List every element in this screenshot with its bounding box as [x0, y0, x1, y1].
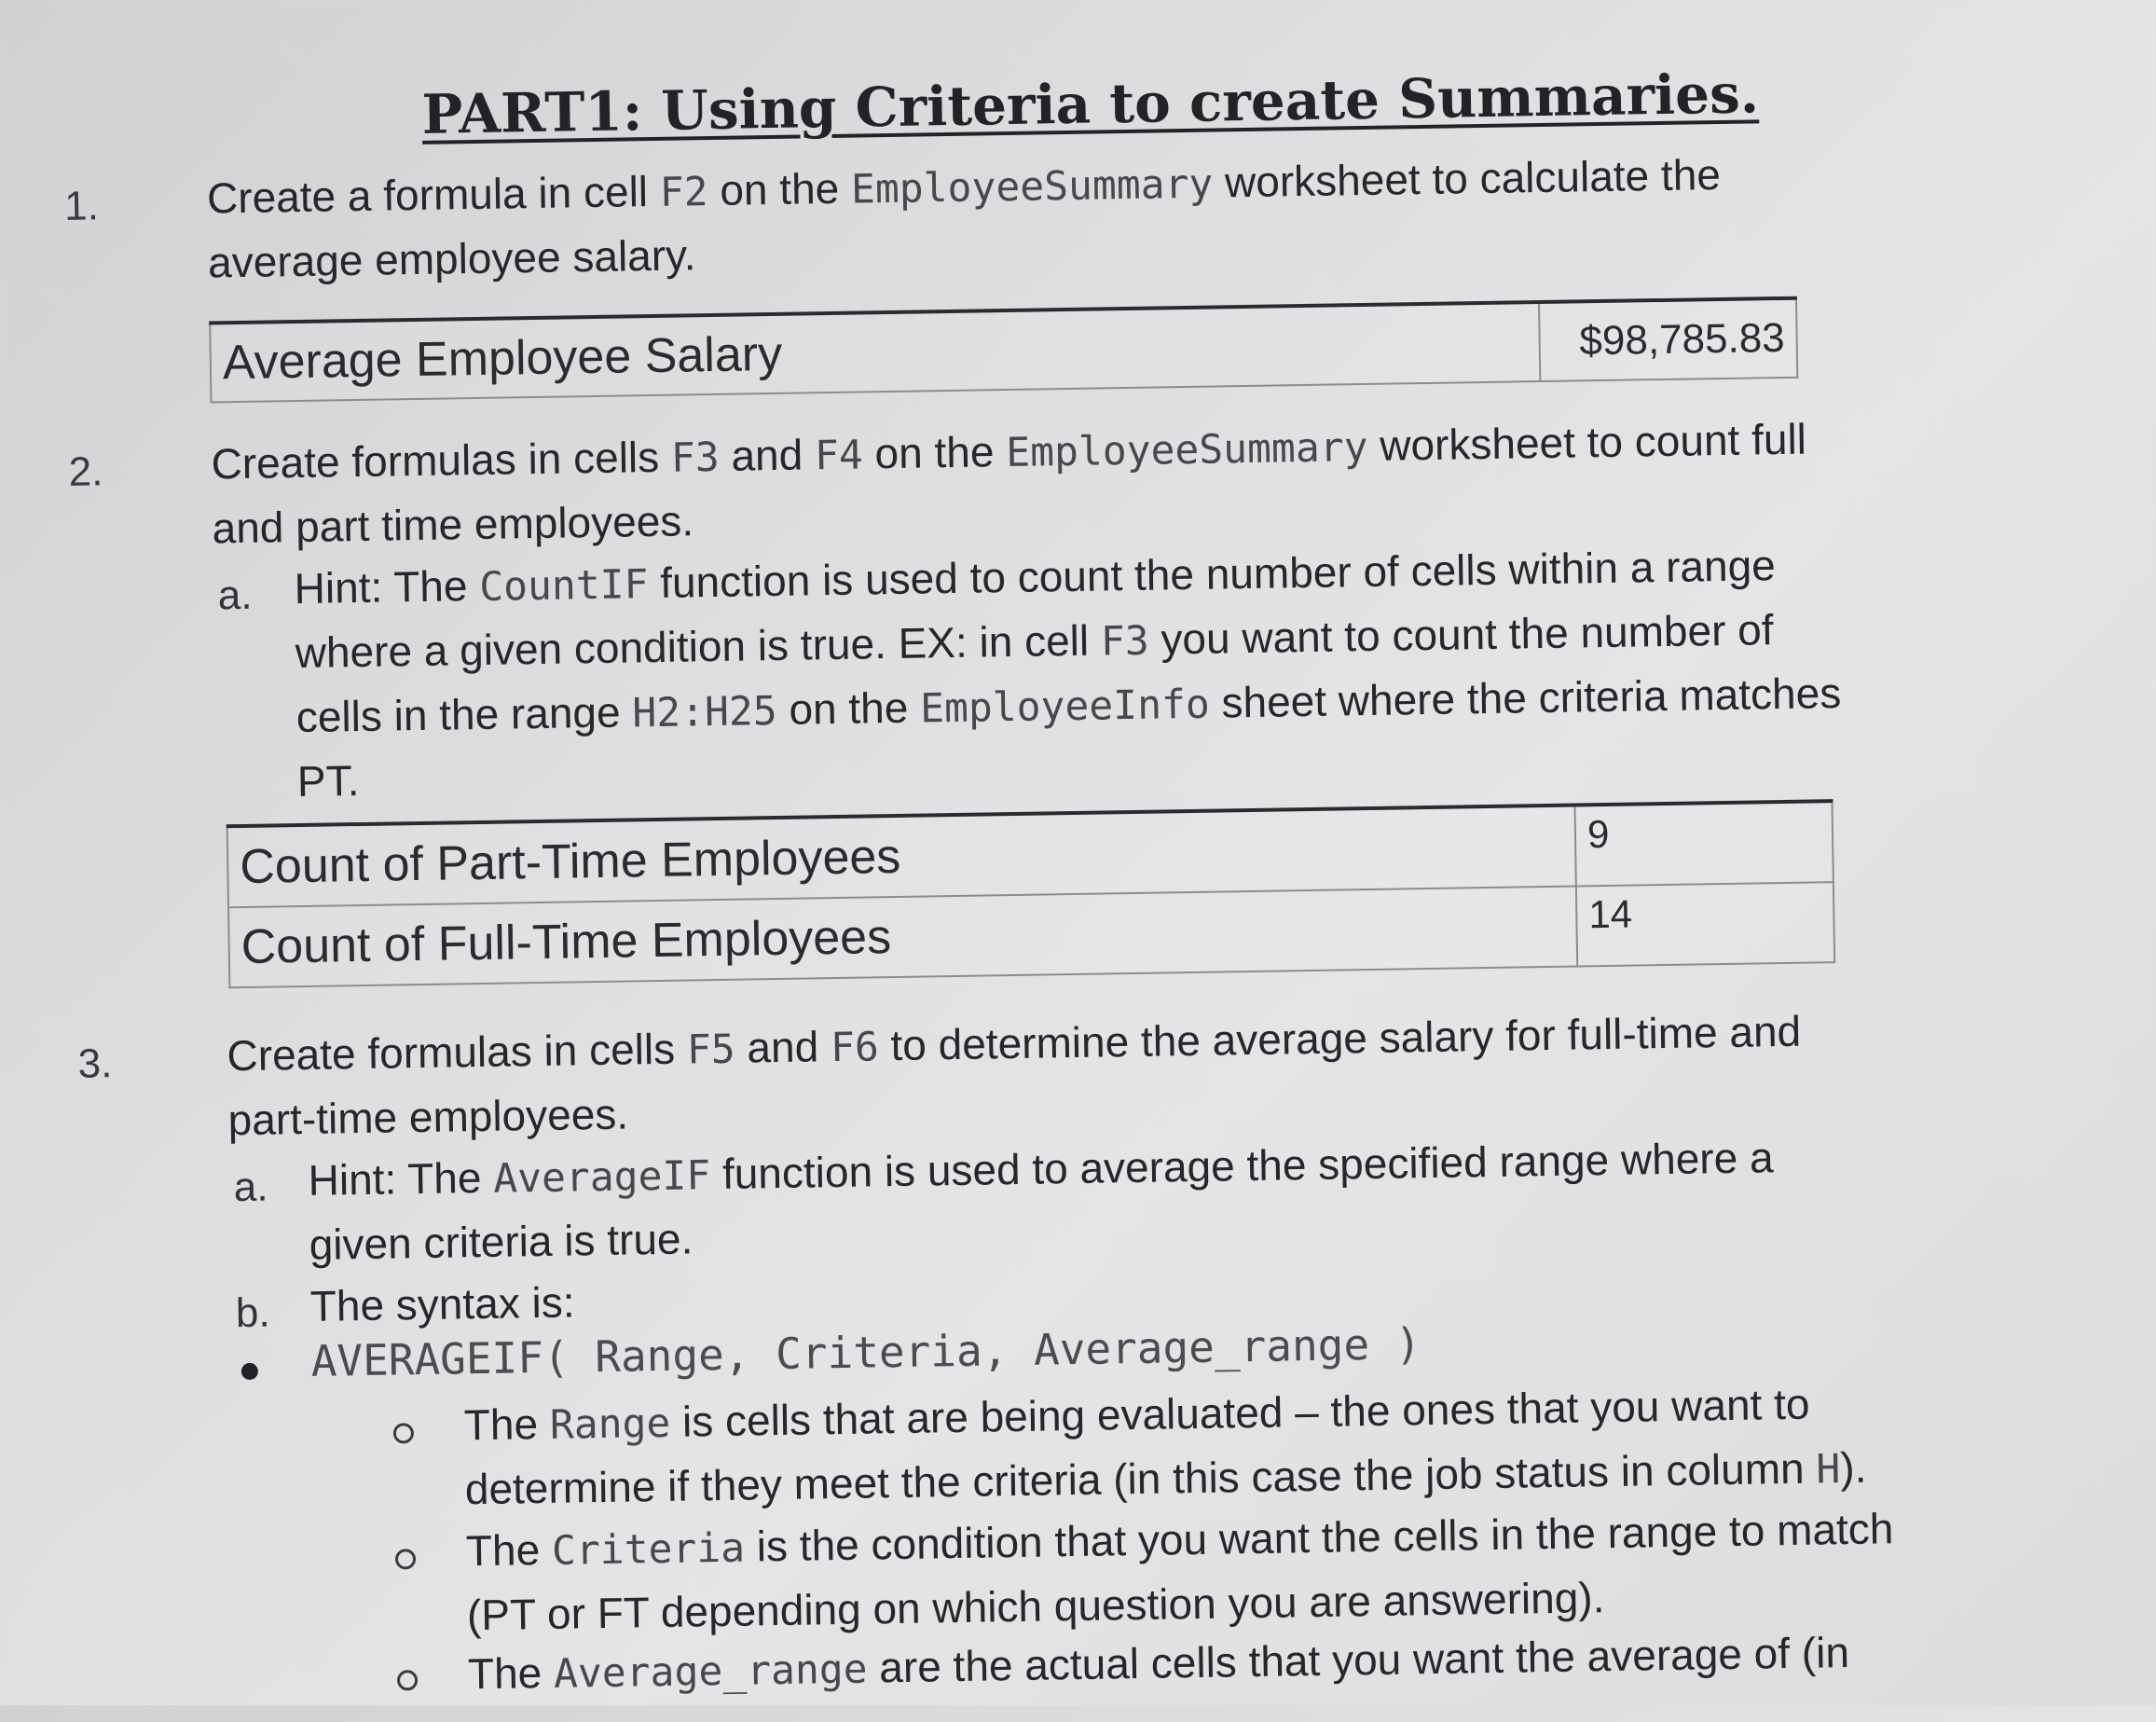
circle-bullet-icon	[397, 1670, 418, 1690]
page-title: PART1: Using Criteria to create Summaries.	[421, 62, 1760, 146]
salary-label-cell: Average Employee Salary	[210, 302, 1540, 402]
salary-value-cell: $98,785.83	[1539, 298, 1797, 381]
item-3-syntax-label: The syntax is:	[309, 1277, 575, 1330]
sub-bullet-average-range: The Average_range are the actual cells that you want the average of (in	[467, 1628, 1850, 1699]
item-3-hint: Hint: The AverageIF function is used to average the specified range where a given criteria is true.	[308, 1133, 1774, 1269]
table-row	[210, 298, 1797, 403]
item-3-text: Create formulas in cells F5 and F6 to determine the average salary for full-time and part-time employees.	[227, 1006, 1802, 1145]
count-value-cell: 9	[1574, 801, 1833, 886]
item-2-hint: Hint: The CountIF function is used to count the number of cells within a range where a given condition is true. EX: in cell F3 you want to count the number of cells in the range H2:H25 on the EmployeeInfo sheet where the criteria matches PT.	[294, 541, 1842, 806]
item-1-number: 1.	[63, 183, 100, 229]
salary-table	[209, 296, 1798, 404]
count-value-cell: 14	[1576, 882, 1834, 966]
count-label-cell: Count of Part-Time Employees	[227, 806, 1576, 908]
syntax-code: AVERAGEIF( Range, Criteria, Average_range )	[310, 1318, 1421, 1386]
sub-bullet-criteria: The Criteria is the condition that you want the cells in the range to match (PT or FT depending on which question you are answering).	[465, 1504, 1894, 1640]
item-3-number: 3.	[77, 1040, 113, 1087]
count-table	[227, 799, 1836, 988]
circle-bullet-icon	[395, 1549, 416, 1569]
item-2-hint-marker: a.	[217, 572, 253, 619]
bullet-icon	[241, 1363, 258, 1380]
circle-bullet-icon	[393, 1423, 414, 1443]
item-3-syntax-marker: b.	[235, 1289, 270, 1337]
sub-bullet-range: The Range is cells that are being evaluated – the ones that you want to determine if they meet the criteria (in this case the job status in column H).	[463, 1379, 1867, 1514]
item-1-text: Create a formula in cell F2 on the EmployeeSummary worksheet to calculate the average employee salary.	[206, 149, 1722, 287]
item-2-number: 2.	[68, 448, 103, 495]
item-2-text: Create formulas in cells F3 and F4 on the EmployeeSummary worksheet to count full and part time employees.	[211, 414, 1807, 553]
item-3-hint-marker: a.	[233, 1164, 268, 1211]
count-label-cell: Count of Full-Time Employees	[228, 887, 1577, 988]
